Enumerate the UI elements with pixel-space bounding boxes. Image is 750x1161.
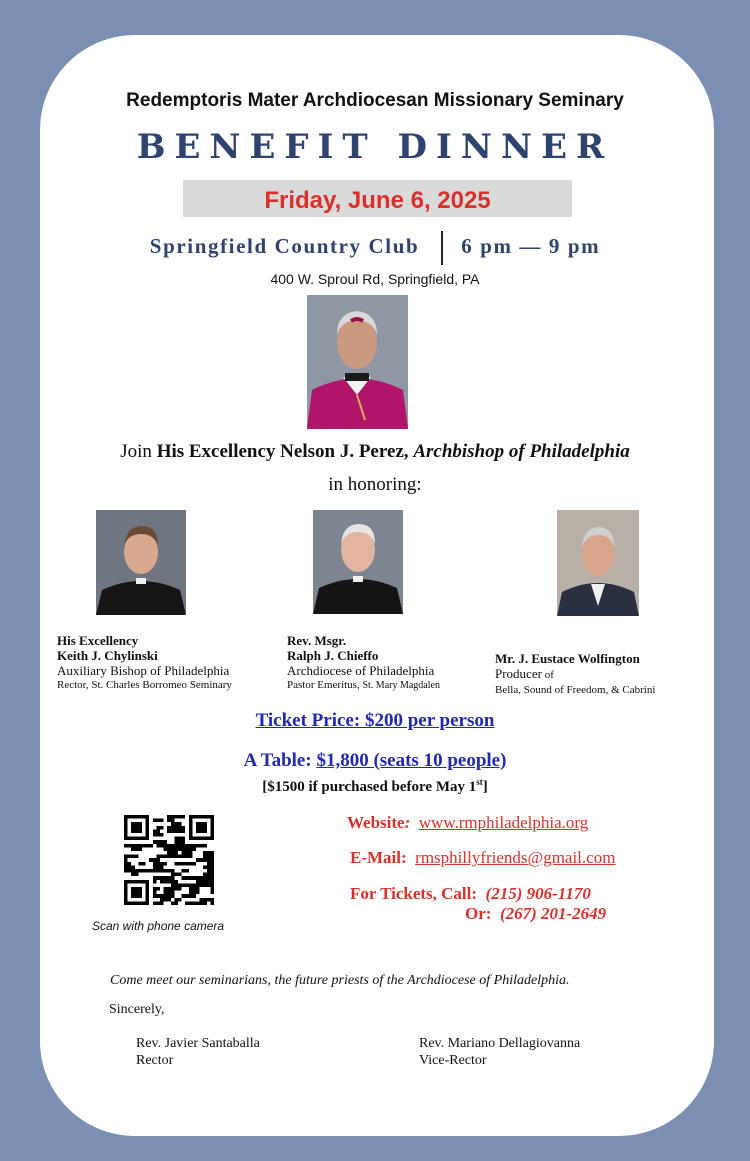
phone-line-2 xyxy=(465,904,606,924)
or-label: Or: xyxy=(465,904,492,923)
archbishop-photo xyxy=(307,295,408,429)
honoree-3-role: Producer xyxy=(495,666,542,681)
early-price xyxy=(0,777,750,796)
honoree-1-line1: His Excellency xyxy=(57,633,139,648)
honoree-2-line1: Rev. Msgr. xyxy=(287,633,347,648)
honoree-2-role: Archdiocese of Philadelphia xyxy=(287,663,435,678)
website-label: Website xyxy=(347,813,405,832)
host-title: Archbishop of Philadelphia xyxy=(413,441,630,462)
honoree-2 xyxy=(287,633,440,693)
host-name: His Excellency Nelson J. Perez, xyxy=(156,441,409,462)
table-label: A Table: xyxy=(243,750,317,771)
divider xyxy=(441,231,443,265)
phone-1[interactable]: (215) 906-1170 xyxy=(485,884,591,903)
venue-line xyxy=(0,231,750,265)
email-line xyxy=(350,848,615,868)
join-text: Join xyxy=(120,441,157,462)
early-close: ] xyxy=(482,779,488,795)
vice-rector-name: Rev. Mariano Dellagiovanna xyxy=(419,1036,581,1051)
honoree-2-photo xyxy=(313,510,403,614)
closing-message: Come meet our seminarians, the future priests of the Archdiocese of Philadelphia. xyxy=(110,973,570,988)
host-line xyxy=(0,441,750,463)
honoree-1-photo xyxy=(96,510,186,615)
email-label: E-Mail: xyxy=(350,848,407,867)
qr-code[interactable] xyxy=(124,815,214,905)
table-price xyxy=(0,750,750,772)
email-link[interactable]: rmsphillyfriends@gmail.com xyxy=(415,848,616,867)
venue-address: 400 W. Sproul Rd, Springfield, PA xyxy=(270,271,480,287)
event-title: BENEFIT DINNER xyxy=(136,127,614,167)
honoree-3 xyxy=(495,651,655,698)
rector-title: Rector xyxy=(136,1053,174,1068)
seminary-name: Redemptoris Mater Archdiocesan Missionary Seminary xyxy=(126,90,624,111)
website-colon: : xyxy=(404,813,411,832)
ticket-price-text: Ticket Price: $200 per person xyxy=(255,710,495,731)
tickets-label: For Tickets, Call: xyxy=(350,884,478,903)
scan-caption: Scan with phone camera xyxy=(92,919,225,933)
honoree-1 xyxy=(57,633,232,693)
vice-rector-title: Vice-Rector xyxy=(419,1053,487,1068)
honoree-2-name: Ralph J. Chieffo xyxy=(287,648,379,663)
phone-line-1 xyxy=(350,884,591,904)
honoree-1-role2: Rector, St. Charles Borromeo Seminary xyxy=(57,679,232,691)
honoree-3-films: Bella, Sound of Freedom, & Cabrini xyxy=(495,684,656,696)
phone-2[interactable]: (267) 201-2649 xyxy=(499,904,607,923)
signature-vice-rector xyxy=(419,1035,580,1069)
honoring-text: in honoring: xyxy=(328,474,422,495)
sincerely: Sincerely, xyxy=(109,1002,165,1017)
honoree-1-name: Keith J. Chylinski xyxy=(57,648,158,663)
event-time: 6 pm — 9 pm xyxy=(461,233,601,258)
honoree-2-parish: St. Mary Magdalen xyxy=(362,680,440,691)
signature-rector xyxy=(136,1035,260,1069)
early-text: [$1500 if purchased before May 1 xyxy=(262,779,477,795)
rector-name: Rev. Javier Santaballa xyxy=(136,1036,260,1051)
honoree-3-role-of: of xyxy=(541,669,554,681)
honoree-2-role2: Pastor Emeritus, xyxy=(287,679,363,691)
event-date: Friday, June 6, 2025 xyxy=(183,180,572,217)
honoree-3-name: Mr. J. Eustace Wolfington xyxy=(495,651,640,666)
table-amount: $1,800 (seats 10 people) xyxy=(316,750,507,771)
honoree-1-role: Auxiliary Bishop of Philadelphia xyxy=(57,663,230,678)
venue-name: Springfield Country Club xyxy=(149,233,420,258)
honoree-3-photo xyxy=(557,510,639,616)
early-sup: st xyxy=(476,777,483,787)
website-line xyxy=(347,813,588,833)
ticket-price xyxy=(0,710,750,732)
website-link[interactable]: www.rmphiladelphia.org xyxy=(418,813,589,832)
